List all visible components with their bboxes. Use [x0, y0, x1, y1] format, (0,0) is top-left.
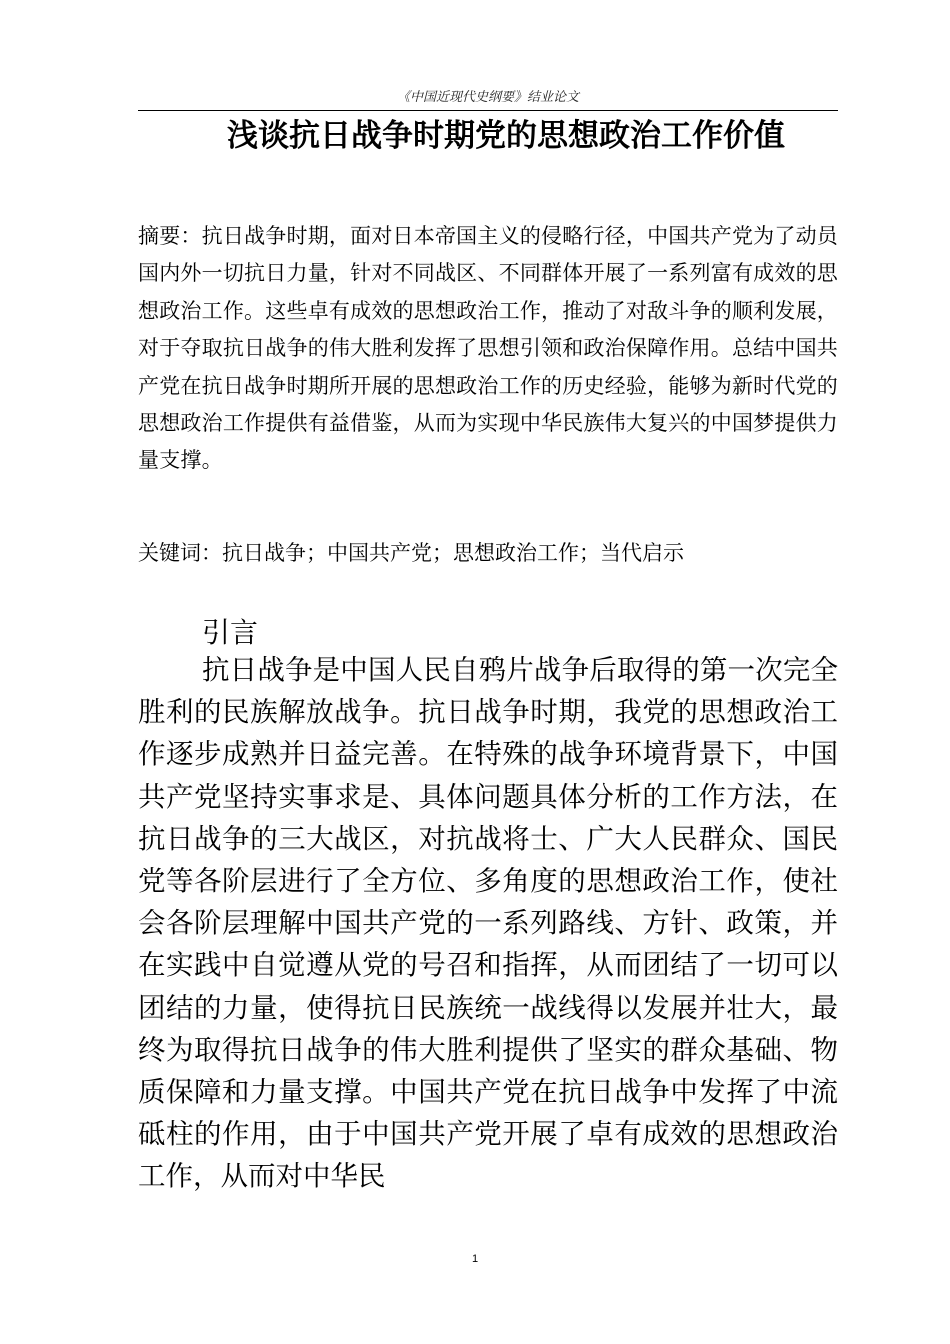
abstract-paragraph: [138, 218, 838, 480]
page-title: 浅谈抗日战争时期党的思想政治工作价值: [227, 118, 785, 154]
keywords-label: 关键词：: [138, 541, 222, 565]
introduction-paragraph: 抗日战争是中国人民自鸦片战争后取得的第一次完全胜利的民族解放战争。抗日战争时期，我党的思想政治工作逐步成熟并日益完善。在特殊的战争环境背景下，中国共产党坚持实事求是、具体问题具体分析的工作方法，在抗日战争的三大战区，对抗战将士、广大人民群众、国民党等各阶层进行了全方位、多角度的思想政治工作，使社会各阶层理解中国共产党的一系列路线、方针、政策，并在实践中自觉遵从党的号召和指挥，从而团结了一切可以团结的力量，使得抗日民族统一战线得以发展并壮大，最终为取得抗日战争的伟大胜利提供了坚实的群众基础、物质保障和力量支撑。中国共产党在抗日战争中发挥了中流砥柱的作用，由于中国共产党开展了卓有成效的思想政治工作，从而对中华民: [138, 654, 838, 1193]
abstract-section: [138, 218, 838, 480]
header-divider: [138, 110, 838, 111]
abstract-label: 摘要：: [138, 224, 202, 248]
introduction-heading: 引言: [202, 616, 259, 649]
keywords-line: [138, 535, 838, 572]
running-header: 《中国近现代史纲要》结业论文: [396, 90, 579, 105]
abstract-text: 抗日战争时期，面对日本帝国主义的侵略行径，中国共产党为了动员国内外一切抗日力量，针对不同战区、不同群体开展了一系列富有成效的思想政治工作。这些卓有成效的思想政治工作，推动了对敌斗争的顺利发展，对于夺取抗日战争的伟大胜利发挥了思想引领和政治保障作用。总结中国共产党在抗日战争时期所开展的思想政治工作的历史经验，能够为新时代党的思想政治工作提供有益借鉴，从而为实现中华民族伟大复兴的中国梦提供力量支撑。: [138, 224, 838, 473]
keywords-text: 抗日战争；中国共产党；思想政治工作；当代启示: [222, 541, 684, 565]
page-number: 1: [471, 1253, 479, 1265]
